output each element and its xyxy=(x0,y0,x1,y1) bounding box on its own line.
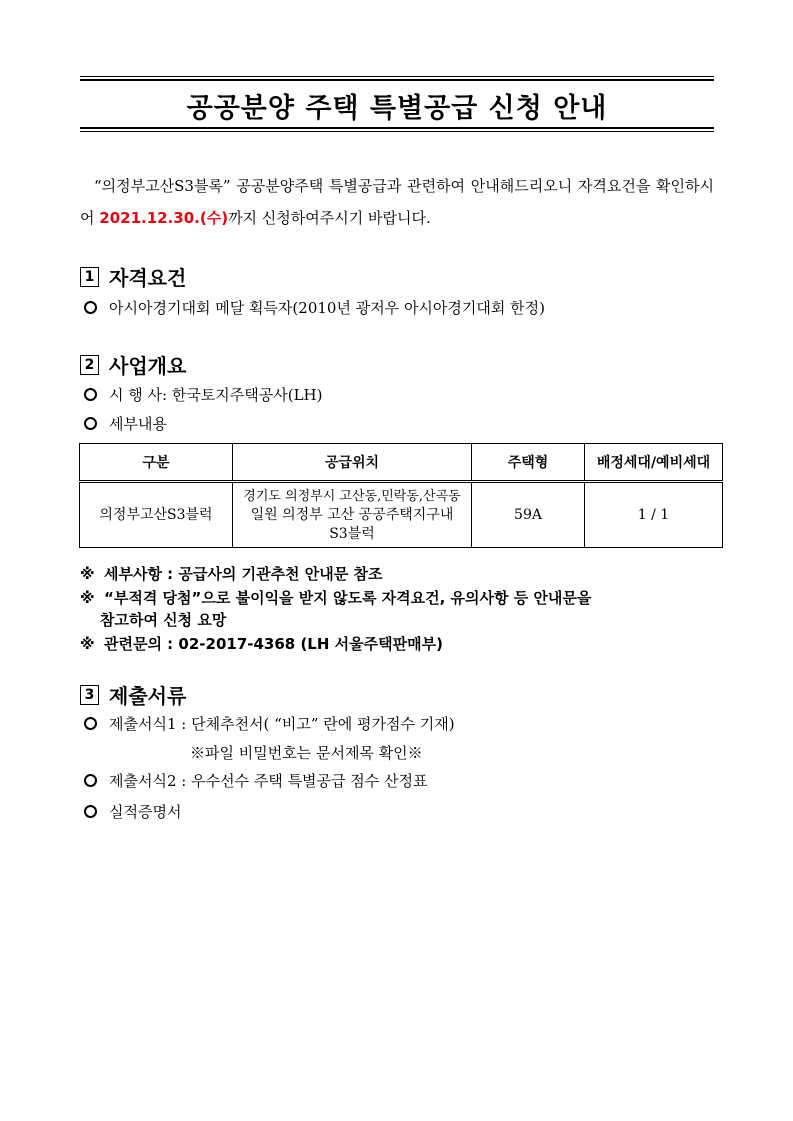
list-item-text: 실적증명서 xyxy=(109,803,182,821)
table-cell-name: 의정부고산S3블럭 xyxy=(80,482,233,548)
table-header: 주택형 xyxy=(472,444,585,482)
list-item xyxy=(84,713,455,734)
intro-text-after: 까지 신청하여주시기 바랍니다. xyxy=(228,209,431,227)
list-item xyxy=(84,801,181,822)
circle-bullet-icon xyxy=(84,417,97,430)
circle-bullet-icon xyxy=(84,717,97,730)
note-text: “부적격 당첨”으로 불이익을 받지 않도록 자격요건, 유의사항 등 안내문을 xyxy=(104,589,592,607)
reference-mark-icon: ※ xyxy=(80,589,95,607)
list-item xyxy=(84,770,428,791)
reference-mark-icon: ※ xyxy=(80,635,95,653)
circle-bullet-icon xyxy=(84,301,97,314)
list-item-text: 제출서식2 : 우수선수 주택 특별공급 점수 산정표 xyxy=(109,772,428,790)
table-row xyxy=(80,482,723,548)
table-cell-type: 59A xyxy=(472,482,585,548)
deadline-date: 2021.12.30.(수) xyxy=(99,209,229,227)
table-cell-location xyxy=(233,482,472,548)
list-item-text: 시 행 사: 한국토지주택공사(LH) xyxy=(109,386,323,404)
table-header: 배정세대/예비세대 xyxy=(585,444,723,482)
note-text: 세부사항 : 공급사의 기관추천 안내문 참조 xyxy=(104,565,383,583)
section-title: 제출서류 xyxy=(109,684,187,708)
table-cell-units: 1 / 1 xyxy=(585,482,723,548)
section-heading-qualification xyxy=(80,262,186,291)
circle-bullet-icon xyxy=(84,388,97,401)
list-item-text: 세부내용 xyxy=(109,415,167,433)
list-item xyxy=(84,297,545,318)
circle-bullet-icon xyxy=(84,805,97,818)
section-number: 1 xyxy=(80,267,99,287)
table-header-row xyxy=(80,444,723,482)
note-text-continued: 참고하여 신청 요망 xyxy=(100,611,227,629)
table-header: 구분 xyxy=(80,444,233,482)
supply-table xyxy=(79,443,723,548)
note-details xyxy=(80,563,720,585)
note-warning xyxy=(80,587,720,631)
section-heading-documents xyxy=(80,680,186,709)
note-text: 관련문의 : 02-2017-4368 (LH 서울주택판매부) xyxy=(104,635,443,653)
section-title: 사업개요 xyxy=(109,354,187,378)
section-number: 3 xyxy=(80,685,99,705)
list-item-text: 제출서식1 : 단체추천서( “비고” 란에 평가점수 기재) xyxy=(109,715,455,733)
title-rule-bottom-thick xyxy=(80,127,714,129)
location-line: S3블럭 xyxy=(329,525,375,542)
intro-paragraph xyxy=(80,170,714,234)
list-item xyxy=(84,384,323,405)
title-rule-top xyxy=(80,76,714,77)
list-item-text: 아시아경기대회 메달 획득자(2010년 광저우 아시아경기대회 한정) xyxy=(109,299,545,317)
note-contact xyxy=(80,633,720,655)
section-title: 자격요건 xyxy=(109,266,187,290)
title-rule-top-thick xyxy=(80,79,714,81)
intro-text-before: “의정부고산S3블록” 공공분양주택 특별공급과 관련하여 안내해드리오니 자격요건을 확인하시어 xyxy=(80,177,714,227)
location-line: 일원 의정부 고산 공공주택지구내 xyxy=(250,506,454,523)
list-item xyxy=(84,413,167,434)
circle-bullet-icon xyxy=(84,774,97,787)
location-line: 경기도 의정부시 고산동,민락동,산곡동 xyxy=(243,488,461,504)
title-rule-bottom xyxy=(80,131,714,132)
page-title: 공공분양 주택 특별공급 신청 안내 xyxy=(186,93,608,124)
reference-mark-icon: ※ xyxy=(80,565,95,583)
section-number: 2 xyxy=(80,355,99,375)
password-note: ※파일 비밀번호는 문서제목 확인※ xyxy=(190,744,423,762)
section-heading-overview xyxy=(80,350,186,379)
title-box xyxy=(80,76,714,132)
table-header: 공급위치 xyxy=(233,444,472,482)
